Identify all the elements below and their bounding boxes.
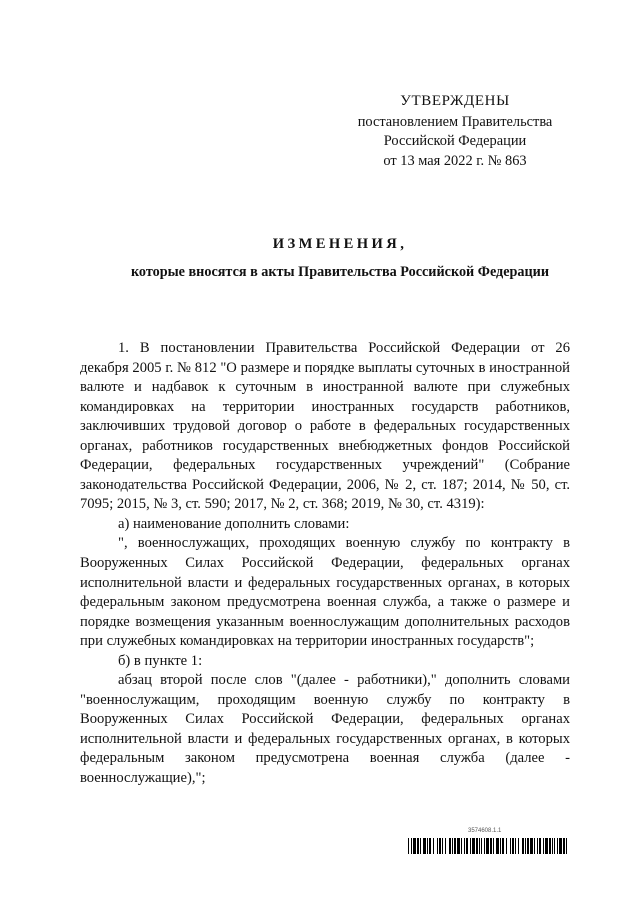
barcode-bar xyxy=(510,838,511,854)
barcode-bar xyxy=(566,838,567,854)
barcode-bar xyxy=(557,838,558,854)
barcode-bar xyxy=(512,838,514,854)
barcode-bar xyxy=(420,838,421,854)
barcode-bar xyxy=(449,838,451,854)
barcode-bar xyxy=(427,838,428,854)
barcode-bar xyxy=(411,838,412,854)
document-code: 3574608.1.1 xyxy=(468,828,502,834)
barcode-bar xyxy=(559,838,562,854)
approval-line-2: Российской Федерации xyxy=(383,133,527,149)
barcode-bar xyxy=(502,838,504,854)
barcode-bar xyxy=(545,838,548,854)
barcode-bar xyxy=(464,838,465,854)
barcode-bar xyxy=(543,838,544,854)
barcode-bar xyxy=(537,838,538,854)
approval-block xyxy=(330,92,580,171)
approval-date-number: от 13 мая 2022 г. № 863 xyxy=(383,152,527,169)
barcode-bar xyxy=(563,838,565,854)
barcode-bar xyxy=(515,838,516,854)
barcode-bar xyxy=(552,838,553,854)
barcode-bar xyxy=(530,838,533,854)
document-subtitle: которые вносятся в акты Правительства Российской Федерации xyxy=(130,264,550,280)
barcode-bar xyxy=(506,838,507,854)
barcode-bar xyxy=(466,838,468,854)
barcode-bar xyxy=(527,838,529,854)
barcode-bar xyxy=(457,838,460,854)
barcode-bar xyxy=(437,838,438,854)
document-body xyxy=(80,339,570,789)
barcode-bar xyxy=(496,838,499,854)
barcode-bar xyxy=(518,838,519,854)
barcode-bar xyxy=(490,838,492,854)
paragraph-second-abzac: абзац второй после слов "(далее - работники)," дополнить словами "военнослужащим, проходящим военную службу по контракту в Вооруженных Силах Российской Федерации, федеральных органах исполнительной власти и федеральных государственных органах, в которых федеральным законом предусмотрена военная служба (далее - военнослужащие),"; xyxy=(80,672,570,787)
barcode-bar xyxy=(413,838,416,854)
barcode-bar xyxy=(522,838,524,854)
barcode-bar xyxy=(433,838,434,854)
barcode-bar xyxy=(500,838,501,854)
barcode-bar xyxy=(442,838,443,854)
barcode-bar xyxy=(484,838,485,854)
paragraph-item-1: 1. В постановлении Правительства Российской Федерации от 26 декабря 2005 г. № 812 "О размере и порядке выплаты суточных в иностранной валюте и надбавок к суточным в иностранной валюте при служебных командировках на территории иностранных государств работников, заключивших трудовой договор о работе в федеральных государственных органах, работников государственных внебюджетных фондов Российской Федерации, федеральных государственных учреждений" (Собрание законодательства Российской Федерации, 2006, № 2, ст. 187; 2014, № 50, ст. 7095; 2015, № 3, ст. 590; 2017, № 2, ст. 368; 2019, № 30, ст. 4319): xyxy=(80,340,570,513)
barcode-bar xyxy=(493,838,494,854)
barcode-bar xyxy=(534,838,535,854)
document-title: ИЗМЕНЕНИЯ, xyxy=(272,236,408,252)
barcode-bar xyxy=(461,838,462,854)
barcode-bar xyxy=(408,838,409,854)
barcode-bar xyxy=(472,838,475,854)
barcode-bar xyxy=(554,838,555,854)
barcode-bar xyxy=(452,838,453,854)
barcode-bar xyxy=(454,838,456,854)
paragraph-quoted-addition: ", военнослужащих, проходящих военную службу по контракту в Вооруженных Силах Российской Федерации, федеральных органах исполнительной власти и федеральных государственных органах, в которых федеральным законом предусмотрена военная служба, а также о размере и порядке возмещения указанным военнослужащим дополнительных расходов при служебных командировках на территории иностранных государств"; xyxy=(80,535,570,650)
paragraph-subitem-a: а) наименование дополнить словами: xyxy=(118,515,350,532)
barcode-bar xyxy=(417,838,419,854)
barcode-bar xyxy=(549,838,551,854)
barcode-bar xyxy=(470,838,471,854)
barcode-bar xyxy=(439,838,441,854)
barcode-bar xyxy=(539,838,541,854)
barcode-bar xyxy=(525,838,526,854)
barcode-bar xyxy=(423,838,426,854)
barcode-bar xyxy=(476,838,478,854)
barcode-bar xyxy=(429,838,431,854)
barcode-bar xyxy=(445,838,446,854)
paragraph-subitem-b: б) в пункте 1: xyxy=(118,652,203,669)
barcode-bar xyxy=(479,838,480,854)
approval-line-1: постановлением Правительства xyxy=(357,113,553,130)
barcode-icon xyxy=(408,838,570,854)
barcode-bar xyxy=(486,838,489,854)
barcode-bar xyxy=(481,838,482,854)
approval-header: УТВЕРЖДЕНЫ xyxy=(400,93,510,109)
